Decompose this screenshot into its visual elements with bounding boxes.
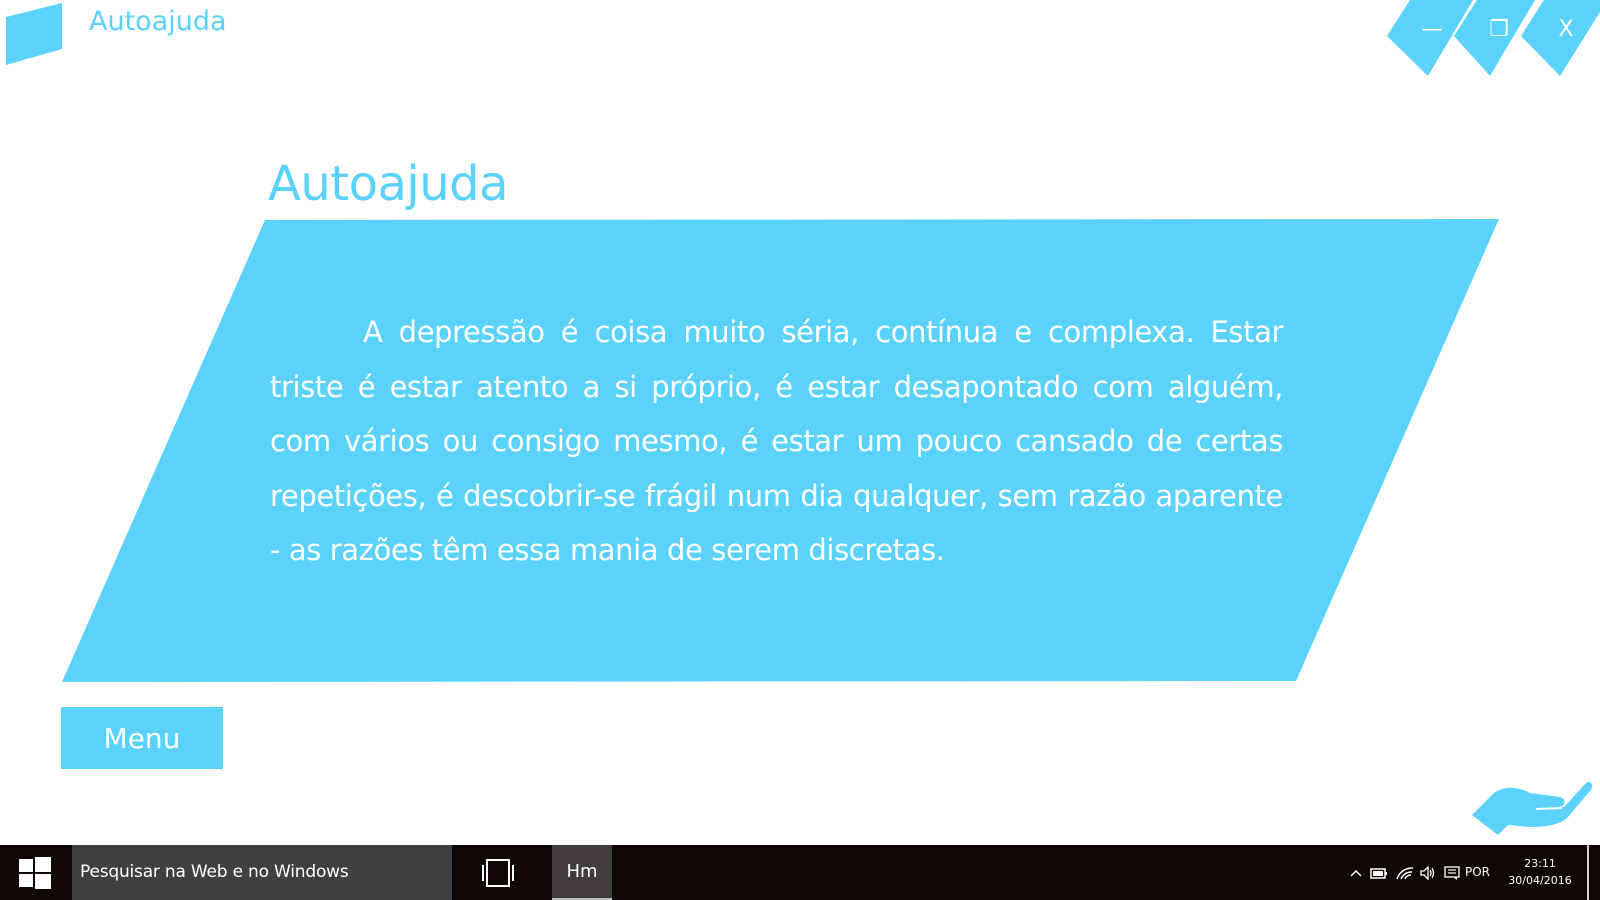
app-title: Autoajuda	[89, 6, 227, 37]
battery-icon	[1370, 867, 1388, 879]
taskbar-app-hm[interactable]: Hm	[552, 845, 612, 900]
chevron-up-icon	[1350, 869, 1362, 877]
page-title: Autoajuda	[268, 156, 508, 212]
task-view-icon	[481, 858, 515, 888]
show-desktop-button[interactable]	[1587, 845, 1589, 900]
notifications-icon	[1444, 866, 1460, 880]
task-view-button[interactable]	[473, 845, 523, 900]
logo-text: Humort	[6, 26, 58, 42]
clock-time: 23:11	[1524, 857, 1556, 870]
helping-hand-icon	[1472, 775, 1592, 837]
clock-date: 30/04/2016	[1508, 874, 1572, 887]
minimize-icon: —	[1421, 16, 1443, 42]
language-indicator[interactable]: POR	[1465, 865, 1491, 879]
menu-button[interactable]: Menu	[61, 707, 223, 769]
close-icon: X	[1558, 16, 1574, 42]
wifi-icon	[1396, 866, 1414, 880]
volume-button[interactable]	[1418, 845, 1438, 900]
show-hidden-icons-button[interactable]	[1348, 845, 1364, 900]
windows-icon	[19, 857, 51, 889]
action-center-button[interactable]	[1442, 845, 1462, 900]
wifi-button[interactable]	[1395, 845, 1415, 900]
start-button[interactable]	[0, 845, 70, 900]
volume-icon	[1420, 866, 1436, 880]
content-text: A depressão é coisa muito séria, contínua e complexa. Estar triste é estar atento a si próprio, é estar desapontado com alguém, com vários ou consigo mesmo, é estar um pouco cansado de certas repetições, é descobrir-se frágil num dia qualquer, sem razão aparente - as razões têm essa mania de serem discretas.	[270, 315, 1283, 567]
taskbar	[0, 845, 1600, 900]
battery-button[interactable]	[1369, 845, 1389, 900]
clock[interactable]	[1505, 855, 1575, 889]
restore-icon: ❐	[1489, 16, 1509, 42]
search-input[interactable]: Pesquisar na Web e no Windows	[72, 845, 452, 900]
